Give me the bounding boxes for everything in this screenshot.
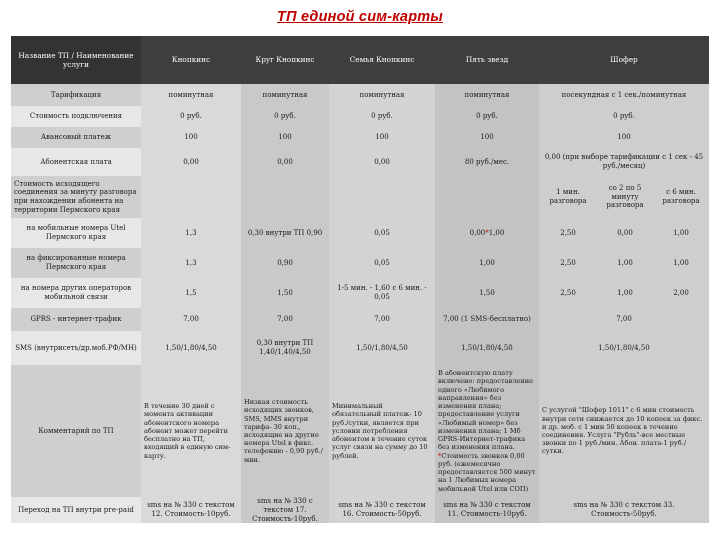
row-label: на фиксированные номера Пермского края — [11, 248, 141, 278]
table-row — [11, 365, 709, 497]
cell — [435, 365, 539, 497]
cell: С услугой "Шофер 1011" с 6 мин стоимость внутри сети снижается до 10 копеек за фикс. и др. моб. с 1 мин 50 копеек в течение соединения. Услуга "Рубль"-все местные звонки по 1 руб./мин. Абон. плата-1 руб./сутки. — [539, 365, 709, 497]
cell: 100 — [141, 127, 241, 148]
cell: 1,00 — [653, 218, 709, 248]
cell: 7,00 — [329, 308, 435, 331]
row-label: Переход на ТП внутри рге-paid — [11, 497, 141, 523]
cell — [329, 176, 435, 218]
header-krug-knopkins: Круг Кнопкинс — [241, 36, 329, 84]
row-label: Авансовый платеж — [11, 127, 141, 148]
row-label: Тарификация — [11, 84, 141, 106]
cell: поминутная — [141, 84, 241, 106]
cell: 0 руб. — [539, 106, 709, 127]
cell: 7,00 — [141, 308, 241, 331]
cell-text: В абонентскую плату включено: предоставление одного «Любимого направления» без изменения плана; предоставление услуги «Любимый номер» без изменения плана; 1 Мб GPRS-Интернет-трафика без изменения плана. — [438, 369, 534, 452]
cell: 1,50 — [435, 278, 539, 308]
header-knopkins: Кнопкинс — [141, 36, 241, 84]
cell: 1,00 — [435, 248, 539, 278]
cell: 1-5 мин. - 1,60 с 6 мин. - 0,05 — [329, 278, 435, 308]
table-row — [11, 331, 709, 365]
header-semya-knopkins: Семья Кнопкинс — [329, 36, 435, 84]
cell: sms на № 330 с текстом 33. Стоимость-50руб. — [539, 497, 709, 523]
cell: 1,50/1,80/4,50 — [435, 331, 539, 365]
cell: sms на № 330 с текстом 12. Стоимость-10руб. — [141, 497, 241, 523]
cell-text: Стоимость звонков 0,00 руб. (ежемесячно предоставляется 500 минут на 1 Любимых номера мобильной Utel или СОП) — [438, 451, 536, 493]
cell-value: 1,00 — [488, 228, 505, 237]
cell-value: 0,00 — [469, 228, 486, 237]
cell: 100 — [435, 127, 539, 148]
cell: 2,00 — [653, 278, 709, 308]
cell: 0,05 — [329, 248, 435, 278]
cell — [435, 176, 539, 218]
cell: 0,05 — [329, 218, 435, 248]
cell: 1,50/1,80/4,50 — [141, 331, 241, 365]
header-name: Название ТП / Наименование услуги — [11, 36, 141, 84]
cell — [241, 176, 329, 218]
cell: 0,30 внутри ТП 0,90 — [241, 218, 329, 248]
cell: 0 руб. — [329, 106, 435, 127]
cell: Минимальный обязательный платеж- 10 руб./сутки, является при условии потребления абонентом в течение суток услуг связи на сумму до 10 рублей. — [329, 365, 435, 497]
cell: 2,50 — [539, 218, 597, 248]
cell: В течение 30 дней с момента активации абонентского номера абонент может перейти бесплатно на ТП, входящий в единую сим-карту. — [141, 365, 241, 497]
cell: 0,30 внутри ТП 1,40/1,40/4,50 — [241, 331, 329, 365]
cell: 0,00 — [597, 218, 653, 248]
cell: 1,50 — [241, 278, 329, 308]
table-row — [11, 176, 709, 218]
row-label: Стоимость подключения — [11, 106, 141, 127]
cell: 1 мин. разговора — [539, 176, 597, 218]
cell: 2,50 — [539, 278, 597, 308]
table-row — [11, 106, 709, 127]
table-row — [11, 278, 709, 308]
cell: 7,00 — [539, 308, 709, 331]
cell: со 2 по 5 минуту разговора — [597, 176, 653, 218]
table-row — [11, 248, 709, 278]
cell: 0,00 — [141, 148, 241, 176]
header-row — [11, 36, 709, 84]
cell: 1,00 — [653, 248, 709, 278]
cell: sms на № 330 с текстом 11. Стоимость-10руб. — [435, 497, 539, 523]
row-label: GPRS - интернет-трафик — [11, 308, 141, 331]
cell: 100 — [241, 127, 329, 148]
tariff-table — [11, 36, 709, 523]
cell: 1,3 — [141, 248, 241, 278]
table-row — [11, 497, 709, 523]
cell: sms на № 330 с текстом 17. Стоимость-10руб. — [241, 497, 329, 523]
row-label: Комментарий по ТП — [11, 365, 141, 497]
cell: 7,00 — [241, 308, 329, 331]
cell: 2,50 — [539, 248, 597, 278]
row-label: на номера других операторов мобильной связи — [11, 278, 141, 308]
asterisk-icon: * — [438, 451, 442, 460]
cell: 100 — [539, 127, 709, 148]
table-row — [11, 127, 709, 148]
cell: 0,00 — [241, 148, 329, 176]
cell: 0,00 — [329, 148, 435, 176]
cell: 1,00 — [597, 278, 653, 308]
cell: с 6 мин. разговора — [653, 176, 709, 218]
cell: посекундная с 1 сек./поминутная — [539, 84, 709, 106]
cell: 7,00 (1 SMS-бесплатно) — [435, 308, 539, 331]
cell: поминутная — [435, 84, 539, 106]
row-label: Стоимость исходящего соединения за минуту разговора при нахождении абонента на территории Пермского края — [11, 176, 141, 218]
cell: 0,00 (при выборе тарификации с 1 сек - 45 руб./месяц) — [539, 148, 709, 176]
row-label: Абонентская плата — [11, 148, 141, 176]
cell: 0 руб. — [241, 106, 329, 127]
table-row — [11, 84, 709, 106]
header-pyat-zvezd: Пять звезд — [435, 36, 539, 84]
header-shofer: Шофер — [539, 36, 709, 84]
cell: sms на № 330 с текстом 16. Стоимость-50руб. — [329, 497, 435, 523]
row-label: SMS (внутрисеть/др.моб.РФ/МН) — [11, 331, 141, 365]
page-title: ТП единой сим-карты — [277, 9, 443, 25]
cell: 0 руб. — [141, 106, 241, 127]
cell: Низкая стоимость исходящих звонков, SMS, MMS внутри тарифа- 30 коп., исходящие на другие номера Utel в фикс. телефонию - 0,90 руб./мин. — [241, 365, 329, 497]
asterisk-icon: * — [485, 228, 489, 237]
table-row — [11, 218, 709, 248]
cell: 100 — [329, 127, 435, 148]
cell — [435, 218, 539, 248]
cell — [141, 176, 241, 218]
row-label: на мобильные номера Utel Пермского края — [11, 218, 141, 248]
cell: 0,90 — [241, 248, 329, 278]
table-row — [11, 308, 709, 331]
cell: 1,50/1,80/4,50 — [539, 331, 709, 365]
cell: поминутная — [241, 84, 329, 106]
cell: 1,5 — [141, 278, 241, 308]
cell: поминутная — [329, 84, 435, 106]
cell: 0 руб. — [435, 106, 539, 127]
table-row — [11, 148, 709, 176]
cell: 1,3 — [141, 218, 241, 248]
cell: 1,50/1,80/4,50 — [329, 331, 435, 365]
cell: 1,00 — [597, 248, 653, 278]
cell: 80 руб./мес. — [435, 148, 539, 176]
